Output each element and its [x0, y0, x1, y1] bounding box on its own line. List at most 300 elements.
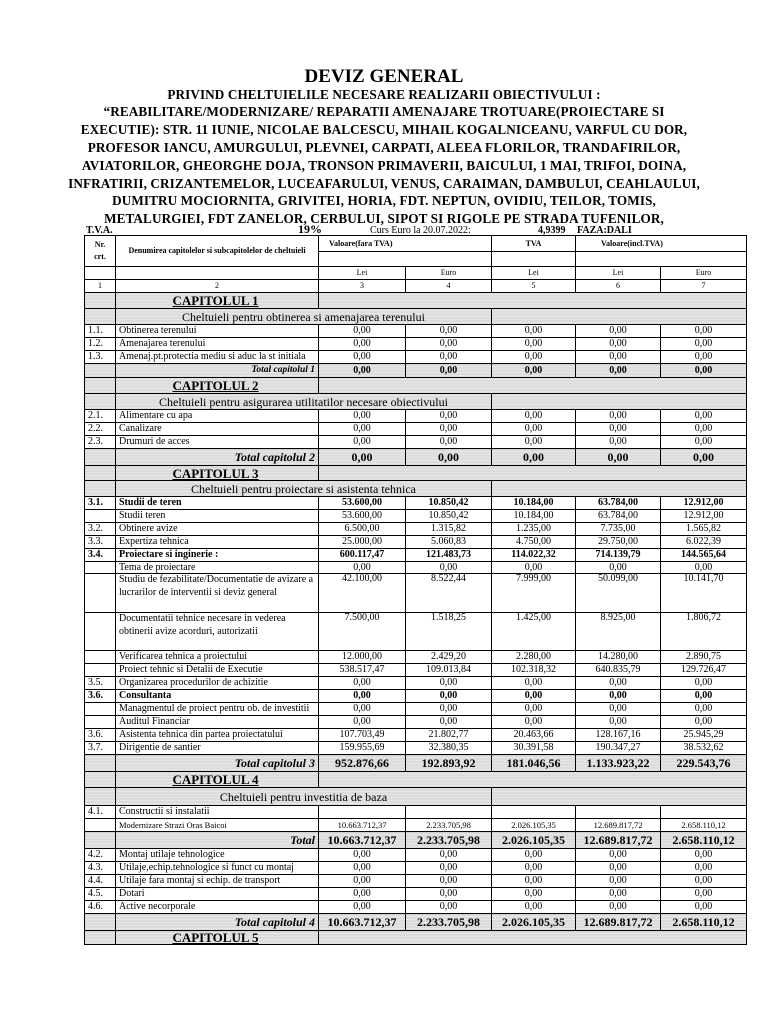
- amount-cell: 0,00: [492, 338, 576, 351]
- amount-cell: 2.280,00: [492, 651, 576, 664]
- amount-cell: 0,00: [661, 325, 747, 338]
- row-label: Drumuri de acces: [116, 436, 319, 449]
- table-row: [85, 497, 747, 510]
- amount-cell: 2.233.705,98: [406, 832, 492, 849]
- row-label: Studii teren: [116, 510, 319, 523]
- column-number: 6: [576, 280, 661, 293]
- row-number: 1.1.: [85, 325, 116, 338]
- amount-cell: 159.955,69: [319, 742, 406, 755]
- table-row: [85, 351, 747, 364]
- amount-cell: 0,00: [406, 875, 492, 888]
- row-label: Organizarea procedurilor de achizitie: [116, 677, 319, 690]
- row-number: 3.7.: [85, 742, 116, 755]
- amount-cell: 0,00: [492, 875, 576, 888]
- chapter-title: CAPITOLUL 5: [116, 931, 319, 945]
- table-row: [85, 690, 747, 703]
- row-label: Proiect tehnic si Detalii de Executie: [116, 664, 319, 677]
- amount-cell: 0,00: [576, 901, 661, 914]
- amount-cell: 121.483,73: [406, 549, 492, 562]
- chapter-4-subtitle-row: [85, 788, 747, 806]
- amount-cell: 2.026.105,35: [492, 819, 576, 832]
- amount-cell: 0,00: [661, 690, 747, 703]
- row-label: Expertiza tehnica: [116, 536, 319, 549]
- amount-cell: 0,00: [406, 423, 492, 436]
- row-label: Canalizare: [116, 423, 319, 436]
- amount-cell: 192.893,92: [406, 755, 492, 772]
- amount-cell: 10.663.712,37: [319, 819, 406, 832]
- row-label: Alimentare cu apa: [116, 410, 319, 423]
- amount-cell: 0,00: [492, 410, 576, 423]
- table-row: [85, 888, 747, 901]
- row-number: 4.5.: [85, 888, 116, 901]
- table-row: [85, 510, 747, 523]
- amount-cell: 0,00: [492, 862, 576, 875]
- header-euro: Euro: [406, 267, 492, 280]
- table-row: [85, 819, 747, 832]
- amount-cell: 102.318,32: [492, 664, 576, 677]
- amount-cell: 0,00: [406, 325, 492, 338]
- amount-cell: 63.784,00: [576, 510, 661, 523]
- amount-cell: 0,00: [406, 449, 492, 466]
- table-row: [85, 806, 747, 819]
- amount-cell: 0,00: [576, 338, 661, 351]
- row-label: Obtinere avize: [116, 523, 319, 536]
- row-number: 3.2.: [85, 523, 116, 536]
- amount-cell: 0,00: [406, 888, 492, 901]
- amount-cell: 7.500,00: [319, 613, 406, 651]
- header-nr: Nr. crt.: [85, 236, 116, 267]
- chapter-total-row: [85, 755, 747, 772]
- chapter-title: CAPITOLUL 3: [116, 466, 319, 481]
- amount-cell: 0,00: [576, 562, 661, 574]
- amount-cell: 1.133.923,22: [576, 755, 661, 772]
- row-label: Modernizare Strazi Oras Baicoi: [116, 819, 319, 832]
- row-number: [85, 613, 116, 651]
- amount-cell: 0,00: [576, 677, 661, 690]
- subtitle-line-1: PRIVIND CHELTUIELILE NECESARE REALIZARII OBIECTIVULUI :: [167, 87, 601, 102]
- row-number: [85, 664, 116, 677]
- table-row: [85, 729, 747, 742]
- subtitle-line-8: METALURGIEI, FDT ZANELOR, CERBULUI, SIPOT SI RIGOLE PE STRADA TUFENILOR,: [104, 211, 664, 226]
- amount-cell: 53.600,00: [319, 510, 406, 523]
- cost-estimate-table: [84, 235, 747, 945]
- row-label: Obtinerea terenului: [116, 325, 319, 338]
- table-row: [85, 325, 747, 338]
- header-lei: Lei: [492, 267, 576, 280]
- amount-cell: 0,00: [406, 690, 492, 703]
- tva-label: T.V.A.: [86, 225, 113, 236]
- column-number-row: [85, 280, 747, 293]
- amount-cell: 0,00: [319, 703, 406, 716]
- table-row: [85, 875, 747, 888]
- amount-cell: 25.000,00: [319, 536, 406, 549]
- amount-cell: 0,00: [576, 716, 661, 729]
- amount-cell: 129.726,47: [661, 664, 747, 677]
- row-number: 2.1.: [85, 410, 116, 423]
- amount-cell: 600.117,47: [319, 549, 406, 562]
- column-number: 5: [492, 280, 576, 293]
- amount-cell: 1.235,00: [492, 523, 576, 536]
- row-number: 4.2.: [85, 849, 116, 862]
- table-row: [85, 436, 747, 449]
- amount-cell: 0,00: [406, 703, 492, 716]
- chapter-subtitle: Cheltuieli pentru obtinerea si amenajarea terenului: [116, 309, 492, 325]
- amount-cell: 640.835,79: [576, 664, 661, 677]
- chapter-3-heading-row: [85, 466, 747, 481]
- amount-cell: 0,00: [661, 716, 747, 729]
- document-title: DEVIZ GENERAL: [304, 66, 464, 87]
- amount-cell: 0,00: [661, 351, 747, 364]
- header-lei: Lei: [576, 267, 661, 280]
- amount-cell: 0,00: [406, 901, 492, 914]
- row-label: Documentatii tehnice necesare in vederea obtinerii avize acorduri, autorizatii: [116, 613, 319, 651]
- subtitle-line-4: PROFESOR IANCU, AMURGULUI, PLEVNEI, CARPATI, ALEEA FLORILOR, TRANDAFIRILOR,: [87, 140, 681, 155]
- row-label: Asistenta tehnica din partea proiectatului: [116, 729, 319, 742]
- amount-cell: 0,00: [492, 351, 576, 364]
- row-label: Dirigentie de santier: [116, 742, 319, 755]
- amount-cell: 0,00: [661, 364, 747, 378]
- amount-cell: 0,00: [661, 423, 747, 436]
- total-label: Total capitolul 4: [116, 914, 319, 931]
- amount-cell: 5.060,83: [406, 536, 492, 549]
- amount-cell: 63.784,00: [576, 497, 661, 510]
- phase-label: FAZA:DALI: [577, 225, 632, 236]
- subtotal-row: [85, 832, 747, 849]
- amount-cell: 10.850,42: [406, 510, 492, 523]
- table-row: [85, 574, 747, 613]
- amount-cell: 2.429,20: [406, 651, 492, 664]
- amount-cell: 0,00: [406, 338, 492, 351]
- amount-cell: 0,00: [406, 677, 492, 690]
- amount-cell: 952.876,66: [319, 755, 406, 772]
- row-label: Dotari: [116, 888, 319, 901]
- row-number: 3.5.: [85, 677, 116, 690]
- chapter-5-heading-row: [85, 931, 747, 945]
- table-row: [85, 536, 747, 549]
- amount-cell: 10.663.712,37: [319, 914, 406, 931]
- amount-cell: 2.658.110,12: [661, 914, 747, 931]
- chapter-subtitle: Cheltuieli pentru asigurarea utilitatilor necesare obiectivului: [116, 394, 492, 410]
- amount-cell: 0,00: [319, 849, 406, 862]
- column-number: 7: [661, 280, 747, 293]
- table-header-row: [85, 236, 747, 252]
- amount-cell: 0,00: [576, 351, 661, 364]
- amount-cell: 10.663.712,37: [319, 832, 406, 849]
- amount-cell: 0,00: [319, 436, 406, 449]
- row-number: 3.6.: [85, 690, 116, 703]
- amount-cell: 0,00: [319, 690, 406, 703]
- amount-cell: 10.184,00: [492, 497, 576, 510]
- row-label: Studii de teren: [116, 497, 319, 510]
- amount-cell: 0,00: [319, 338, 406, 351]
- amount-cell: 1.806,72: [661, 613, 747, 651]
- amount-cell: 10.141,70: [661, 574, 747, 613]
- amount-cell: 0,00: [319, 449, 406, 466]
- amount-cell: 1.315,82: [406, 523, 492, 536]
- table-row: [85, 849, 747, 862]
- amount-cell: 1.425,00: [492, 613, 576, 651]
- table-row: [85, 703, 747, 716]
- column-number: 2: [116, 280, 319, 293]
- amount-cell: 0,00: [661, 703, 747, 716]
- total-label: Total capitolul 3: [116, 755, 319, 772]
- amount-cell: 0,00: [576, 449, 661, 466]
- amount-cell: 32.380,35: [406, 742, 492, 755]
- amount-cell: 0,00: [492, 364, 576, 378]
- amount-cell: 0,00: [492, 690, 576, 703]
- amount-cell: 0,00: [576, 690, 661, 703]
- amount-cell: 0,00: [661, 677, 747, 690]
- row-number: [85, 562, 116, 574]
- amount-cell: 29.750,00: [576, 536, 661, 549]
- amount-cell: 10.184,00: [492, 510, 576, 523]
- amount-cell: 8.925,00: [576, 613, 661, 651]
- row-label: Active necorporale: [116, 901, 319, 914]
- amount-cell: 0,00: [319, 901, 406, 914]
- amount-cell: 0,00: [492, 677, 576, 690]
- amount-cell: 12.912,00: [661, 497, 747, 510]
- amount-cell: 4.750,00: [492, 536, 576, 549]
- chapter-2-heading-row: [85, 378, 747, 394]
- amount-cell: 0,00: [661, 849, 747, 862]
- column-number: 4: [406, 280, 492, 293]
- subtitle-line-2: “REABILITARE/MODERNIZARE/ REPARATII AMENAJARE TROTUARE(PROIECTARE SI: [103, 104, 665, 119]
- amount-cell: 0,00: [576, 875, 661, 888]
- amount-cell: 21.802,77: [406, 729, 492, 742]
- header-lei: Lei: [319, 267, 406, 280]
- amount-cell: 0,00: [661, 901, 747, 914]
- exchange-rate-label: Curs Euro la 20.07.2022:: [370, 225, 471, 236]
- amount-cell: 2.233.705,98: [406, 914, 492, 931]
- total-label: Total capitolul 1: [116, 364, 319, 378]
- amount-cell: 0,00: [406, 716, 492, 729]
- header-valoare-incl-tva: Valoare(incl.TVA): [576, 236, 747, 252]
- row-label: Verificarea tehnica a proiectului: [116, 651, 319, 664]
- row-number: 2.3.: [85, 436, 116, 449]
- amount-cell: 0,00: [406, 436, 492, 449]
- row-number: 3.3.: [85, 536, 116, 549]
- amount-cell: 144.565,64: [661, 549, 747, 562]
- table-row: [85, 651, 747, 664]
- table-row: [85, 423, 747, 436]
- row-number: [85, 574, 116, 613]
- amount-cell: 0,00: [319, 423, 406, 436]
- subtitle-line-7: DUMITRU MOCIORNITA, GRIVITEI, HORIA, FDT. NEPTUN, OVIDIU, TEILOR, TOMIS,: [112, 193, 656, 208]
- amount-cell: 0,00: [319, 325, 406, 338]
- amount-cell: 12.912,00: [661, 510, 747, 523]
- amount-cell: 0,00: [319, 410, 406, 423]
- row-label: Utilaje fara montaj si echip. de transport: [116, 875, 319, 888]
- row-number: 2.2.: [85, 423, 116, 436]
- amount-cell: 10.850,42: [406, 497, 492, 510]
- amount-cell: 38.532,62: [661, 742, 747, 755]
- amount-cell: 0,00: [492, 888, 576, 901]
- amount-cell: 0,00: [576, 436, 661, 449]
- row-number: 3.1.: [85, 497, 116, 510]
- amount-cell: 0,00: [319, 562, 406, 574]
- row-number: 1.3.: [85, 351, 116, 364]
- header-valoare-fara-tva: Valoare(fara TVA): [319, 236, 492, 252]
- amount-cell: 229.543,76: [661, 755, 747, 772]
- table-row: [85, 410, 747, 423]
- amount-cell: 109.013,84: [406, 664, 492, 677]
- chapter-title: CAPITOLUL 4: [116, 772, 319, 788]
- amount-cell: 2.233.705,98: [406, 819, 492, 832]
- amount-cell: 0,00: [661, 862, 747, 875]
- chapter-2-subtitle-row: [85, 394, 747, 410]
- row-number: 4.1.: [85, 806, 116, 819]
- amount-cell: 0,00: [319, 351, 406, 364]
- amount-cell: 25.945,29: [661, 729, 747, 742]
- amount-cell: 0,00: [319, 364, 406, 378]
- subtitle-line-5: AVIATORILOR, GHEORGHE DOJA, TRONSON PRIMAVERII, BAICULUI, 1 MAI, TRIFOI, DOINA,: [81, 158, 687, 173]
- amount-cell: 42.100,00: [319, 574, 406, 613]
- amount-cell: 0,00: [406, 862, 492, 875]
- amount-cell: 0,00: [492, 325, 576, 338]
- amount-cell: 714.139,79: [576, 549, 661, 562]
- header-tva: TVA: [492, 236, 576, 252]
- amount-cell: 2.026.105,35: [492, 914, 576, 931]
- table-row: [85, 716, 747, 729]
- header-denumire: Denumirea capitolelor si subcapitolelor de cheltuieli: [116, 236, 319, 267]
- amount-cell: 2.658.110,12: [661, 832, 747, 849]
- amount-cell: 0,00: [576, 862, 661, 875]
- amount-cell: 0,00: [576, 703, 661, 716]
- subtitle-line-3: EXECUTIE): STR. 11 IUNIE, NICOLAE BALCESCU, MIHAIL KOGALNICEANU, VARFUL CU DOR,: [80, 122, 688, 137]
- row-label: Amenaj.pt.protectia mediu si aduc la st initiala: [116, 351, 319, 364]
- amount-cell: 12.689.817,72: [576, 832, 661, 849]
- amount-cell: 0,00: [661, 562, 747, 574]
- total-label: Total capitolul 2: [116, 449, 319, 466]
- table-row: [85, 338, 747, 351]
- row-number: 4.6.: [85, 901, 116, 914]
- table-row: [85, 742, 747, 755]
- exchange-rate-value: 4,9399: [538, 225, 566, 236]
- page-cutoff: [84, 960, 746, 1024]
- row-label: Utilaje,echip.tehnologice si funct cu montaj: [116, 862, 319, 875]
- amount-cell: 0,00: [576, 849, 661, 862]
- row-number: 4.3.: [85, 862, 116, 875]
- subtitle-line-6: INFRATIRII, CRIZANTEMELOR, LUCEAFARULUI, VENUS, CARAIMAN, DAMBULUI, CEAHLAULUI,: [68, 176, 700, 191]
- row-label: Studiu de fezabilitate/Documentatie de avizare a lucrarilor de interventii si deviz general: [116, 574, 319, 613]
- column-number: 3: [319, 280, 406, 293]
- amount-cell: 128.167,16: [576, 729, 661, 742]
- amount-cell: 12.689.817,72: [576, 914, 661, 931]
- amount-cell: 0,00: [319, 716, 406, 729]
- chapter-3-subtitle-row: [85, 481, 747, 497]
- row-label: Constructii si instalatii: [116, 806, 319, 819]
- amount-cell: 0,00: [576, 410, 661, 423]
- table-row: [85, 664, 747, 677]
- chapter-4-heading-row: [85, 772, 747, 788]
- amount-cell: 0,00: [492, 716, 576, 729]
- amount-cell: 0,00: [319, 677, 406, 690]
- row-label: Auditul Financiar: [116, 716, 319, 729]
- chapter-1-heading-row: [85, 293, 747, 309]
- amount-cell: 0,00: [492, 703, 576, 716]
- row-label: Proiectare si inginerie :: [116, 549, 319, 562]
- row-number: 3.6.: [85, 729, 116, 742]
- amount-cell: 0,00: [576, 325, 661, 338]
- table-row: [85, 562, 747, 574]
- row-number: [85, 510, 116, 523]
- chapter-title: CAPITOLUL 2: [116, 378, 319, 394]
- amount-cell: 14.280,00: [576, 651, 661, 664]
- row-number: [85, 651, 116, 664]
- chapter-subtitle: Cheltuieli pentru proiectare si asistenta tehnica: [116, 481, 492, 497]
- chapter-total-row: [85, 914, 747, 931]
- amount-cell: 12.000,00: [319, 651, 406, 664]
- chapter-subtitle: Cheltuieli pentru investitia de baza: [116, 788, 492, 806]
- row-number: [85, 703, 116, 716]
- row-label: Tema de proiectare: [116, 562, 319, 574]
- row-number: 3.4.: [85, 549, 116, 562]
- total-label: Total: [116, 832, 319, 849]
- amount-cell: 0,00: [406, 410, 492, 423]
- amount-cell: 0,00: [661, 436, 747, 449]
- amount-cell: 114.022,32: [492, 549, 576, 562]
- row-number: [85, 819, 116, 832]
- amount-cell: 2.026.105,35: [492, 832, 576, 849]
- row-number: 1.2.: [85, 338, 116, 351]
- amount-cell: 0,00: [661, 449, 747, 466]
- row-number: [85, 716, 116, 729]
- amount-cell: 6.500,00: [319, 523, 406, 536]
- table-row: [85, 901, 747, 914]
- amount-cell: 0,00: [406, 849, 492, 862]
- column-number: 1: [85, 280, 116, 293]
- amount-cell: 538.517,47: [319, 664, 406, 677]
- amount-cell: 0,00: [406, 351, 492, 364]
- amount-cell: 0,00: [576, 364, 661, 378]
- table-header-currency-row: [85, 267, 747, 280]
- amount-cell: 190.347,27: [576, 742, 661, 755]
- amount-cell: 181.046,56: [492, 755, 576, 772]
- amount-cell: 30.391,58: [492, 742, 576, 755]
- table-row: [85, 549, 747, 562]
- amount-cell: 7.735,00: [576, 523, 661, 536]
- amount-cell: 2.890,75: [661, 651, 747, 664]
- amount-cell: 50.099,00: [576, 574, 661, 613]
- amount-cell: 0,00: [319, 888, 406, 901]
- chapter-title: CAPITOLUL 1: [116, 293, 319, 309]
- amount-cell: 0,00: [576, 423, 661, 436]
- amount-cell: 0,00: [576, 888, 661, 901]
- row-number: 4.4.: [85, 875, 116, 888]
- row-label: Amenajarea terenului: [116, 338, 319, 351]
- amount-cell: 0,00: [661, 410, 747, 423]
- amount-cell: 0,00: [319, 875, 406, 888]
- amount-cell: 0,00: [492, 436, 576, 449]
- table-row: [85, 677, 747, 690]
- amount-cell: 1.518,25: [406, 613, 492, 651]
- amount-cell: 0,00: [492, 449, 576, 466]
- amount-cell: 2.658.110,12: [661, 819, 747, 832]
- amount-cell: 0,00: [492, 423, 576, 436]
- amount-cell: 0,00: [492, 849, 576, 862]
- row-label: Consultanta: [116, 690, 319, 703]
- amount-cell: 0,00: [492, 562, 576, 574]
- amount-cell: 1.565,82: [661, 523, 747, 536]
- amount-cell: 12.689.817,72: [576, 819, 661, 832]
- amount-cell: 6.022,39: [661, 536, 747, 549]
- amount-cell: 20.463,66: [492, 729, 576, 742]
- header-euro: Euro: [661, 267, 747, 280]
- amount-cell: 0,00: [661, 875, 747, 888]
- table-row: [85, 862, 747, 875]
- amount-cell: 0,00: [406, 364, 492, 378]
- chapter-total-row: [85, 364, 747, 378]
